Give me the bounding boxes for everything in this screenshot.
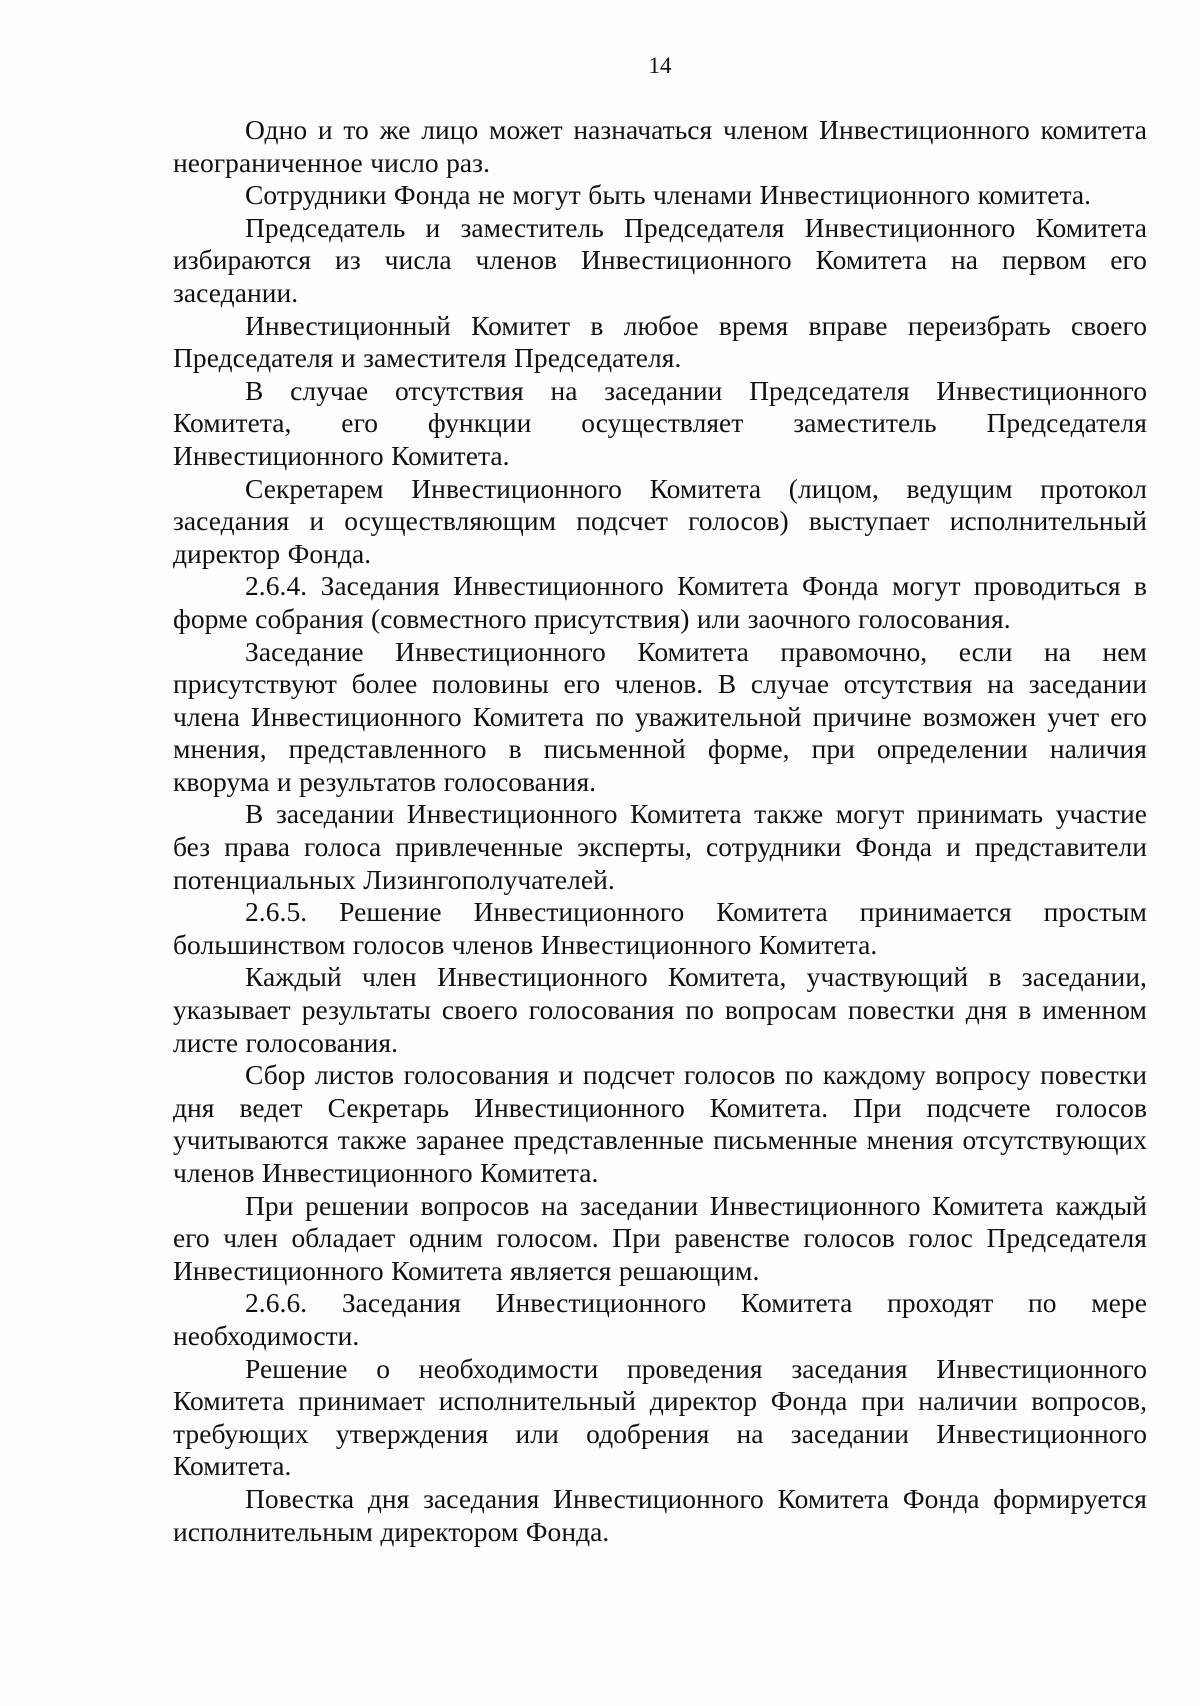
paragraph-section-2-6-6: 2.6.6. Заседания Инвестиционного Комитета проходят по мере необходимости. — [173, 1287, 1147, 1351]
paragraph-quorum: Заседание Инвестиционного Комитета правомочно, если на нем присутствуют более половины его членов. В случае отсутствия на заседании члена Инвестиционного Комитета по уважительной причине возможен учет его мнения, представленного в письменной форме, при определении наличия кворума и результатов голосования. — [173, 635, 1147, 797]
paragraph-participants: В заседании Инвестиционного Комитета также могут принимать участие без права голоса привлеченные эксперты, сотрудники Фонда и представители потенциальных Лизингополучателей. — [173, 798, 1147, 895]
paragraph-secretary: Секретарем Инвестиционного Комитета (лицом, ведущим протокол заседания и осуществляющим подсчет голосов) выступает исполнительный директор Фонда. — [173, 472, 1147, 569]
paragraph-unlimited-membership: Одно и то же лицо может назначаться членом Инвестиционного комитета неограниченное число раз. — [173, 114, 1147, 178]
paragraph-section-2-6-5: 2.6.5. Решение Инвестиционного Комитета принимается простым большинством голосов членов Инвестиционного Комитета. — [173, 896, 1147, 960]
page-number: 14 — [648, 53, 672, 78]
paragraph-chairman-election: Председатель и заместитель Председателя Инвестиционного Комитета избираются из числа членов Инвестиционного Комитета на первом его заседании. — [173, 211, 1147, 308]
paragraph-voting-sheet: Каждый член Инвестиционного Комитета, участвующий в заседании, указывает результаты своего голосования по вопросам повестки дня в именном листе голосования. — [173, 961, 1147, 1058]
document-body — [173, 114, 1147, 1548]
paragraph-vote-counting: Сбор листов голосования и подсчет голосов по каждому вопросу повестки дня ведет Секретарь Инвестиционного Комитета. При подсчете голосов учитываются также заранее представленные письменные мнения отсутствующих членов Инвестиционного Комитета. — [173, 1059, 1147, 1188]
paragraph-meeting-decision: Решение о необходимости проведения заседания Инвестиционного Комитета принимает исполнительный директор Фонда при наличии вопросов, требующих утверждения или одобрения на заседании Инвестиционного Комитета. — [173, 1352, 1147, 1482]
paragraph-section-2-6-4: 2.6.4. Заседания Инвестиционного Комитета Фонда могут проводиться в форме собрания (совместного присутствия) или заочного голосования. — [173, 570, 1147, 634]
paragraph-chairman-reelection: Инвестиционный Комитет в любое время вправе переизбрать своего Председателя и заместителя Председателя. — [173, 309, 1147, 374]
paragraph-employees-not-members: Сотрудники Фонда не могут быть членами Инвестиционного комитета. — [245, 179, 1092, 211]
paragraph-deputy-functions: В случае отсутствия на заседании Председателя Инвестиционного Комитета, его функции осуществляет заместитель Председателя Инвестиционного Комитета. — [173, 374, 1147, 471]
paragraph-one-vote: При решении вопросов на заседании Инвестиционного Комитета каждый его член обладает одним голосом. При равенстве голосов голос Председателя Инвестиционного Комитета является решающим. — [173, 1189, 1147, 1286]
paragraph-agenda: Повестка дня заседания Инвестиционного Комитета Фонда формируется исполнительным директором Фонда. — [173, 1482, 1147, 1547]
